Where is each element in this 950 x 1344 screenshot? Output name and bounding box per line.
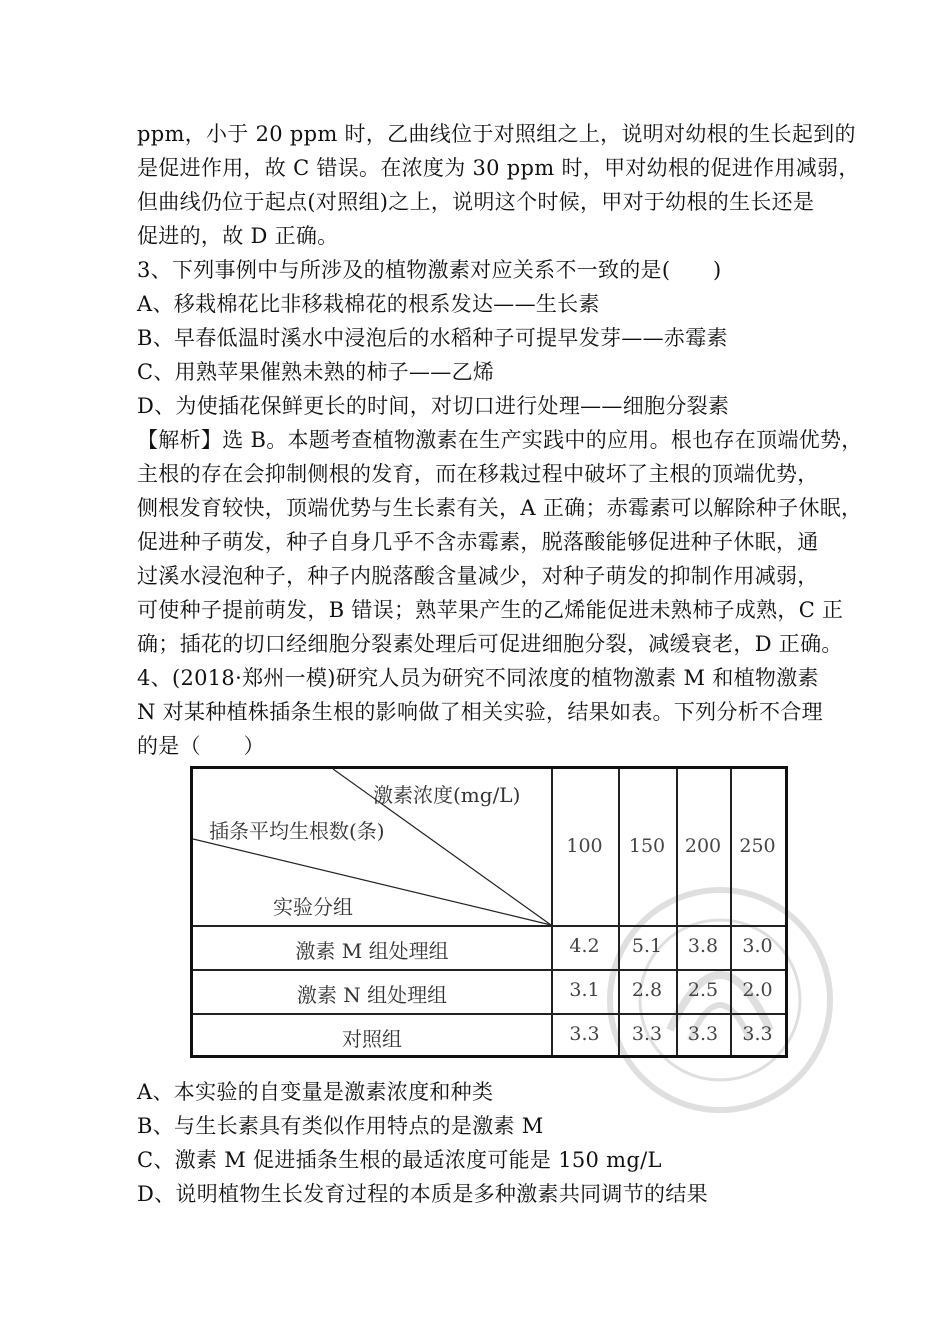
row-label-hormone-m: 激素 M 组处理组 [295, 939, 449, 963]
question-4-stem: 的是（ ） [137, 734, 265, 758]
table-rule [193, 969, 785, 971]
analysis-line: 确；插花的切口经细胞分裂素处理后可促进细胞分裂，减缓衰老，D 正确。 [137, 632, 843, 656]
header-average-roots: 插条平均生根数(条) [209, 819, 385, 843]
column-header: 200 [684, 835, 722, 857]
analysis-line: 过溪水浸泡种子，种子内脱落酸含量减少，对种子萌发的抑制作用减弱， [137, 564, 819, 588]
table-cell: 2.5 [687, 979, 719, 1001]
question-4-option-b: B、与生长素具有类似作用特点的是激素 M [137, 1114, 544, 1138]
question-4-option-d: D、说明植物生长发育过程的本质是多种激素共同调节的结果 [137, 1182, 708, 1206]
header-concentration: 激素浓度(mg/L) [373, 783, 521, 807]
question-4-stem: 4、(2018·郑州一模)研究人员为研究不同浓度的植物激素 M 和植物激素 [137, 666, 819, 690]
table-cell: 3.3 [569, 1023, 600, 1045]
table-rule [193, 1013, 785, 1015]
question-4-stem: N 对某种植株插条生根的影响做了相关实验，结果如表。下列分析不合理 [137, 700, 823, 724]
table-cell: 3.3 [631, 1023, 663, 1045]
question-3-option-b: B、早春低温时溪水中浸泡后的水稻种子可提早发芽——赤霉素 [137, 326, 728, 350]
table-rule [618, 769, 620, 1055]
table-cell: 5.1 [631, 935, 663, 957]
analysis-line: 主根的存在会抑制侧根的发育，而在移栽过程中破坏了主根的顶端优势， [137, 462, 819, 486]
analysis-line: 促进种子萌发，种子自身几乎不含赤霉素，脱落酸能够促进种子休眠，通 [137, 530, 819, 554]
question-3-option-c: C、用熟苹果催熟未熟的柿子——乙烯 [137, 360, 495, 384]
analysis-line: 侧根发育较快，顶端优势与生长素有关，A 正确；赤霉素可以解除种子休眠， [137, 496, 863, 520]
row-label-control: 对照组 [342, 1027, 402, 1051]
table-cell: 3.1 [569, 979, 600, 1001]
text-line: 是促进作用，故 C 错误。在浓度为 30 ppm 时，甲对幼根的促进作用减弱， [137, 156, 860, 180]
text-line: ppm，小于 20 ppm 时，乙曲线位于对照组之上，说明对幼根的生长起到的 [137, 122, 856, 146]
table-cell: 3.3 [742, 1023, 773, 1045]
table-rule [676, 769, 678, 1055]
table-cell: 3.3 [687, 1023, 719, 1045]
question-3-option-d: D、为使插花保鲜更长的时间，对切口进行处理——细胞分裂素 [137, 394, 730, 418]
analysis-line: 可使种子提前萌发，B 错误；熟苹果产生的乙烯能促进未熟柿子成熟，C 正 [137, 598, 844, 622]
table-cell: 2.8 [631, 979, 663, 1001]
column-header: 150 [628, 835, 666, 857]
table-rule [730, 769, 732, 1055]
question-4-option-a: A、本实验的自变量是激素浓度和种类 [137, 1080, 494, 1104]
text-line: 促进的，故 D 正确。 [137, 224, 339, 248]
analysis-line: 【解析】选 B。本题考查植物激素在生产实践中的应用。根也存在顶端优势， [137, 428, 863, 452]
question-3-option-a: A、移栽棉花比非移栽棉花的根系发达——生长素 [137, 292, 600, 316]
question-4-option-c: C、激素 M 促进插条生根的最适浓度可能是 150 mg/L [137, 1148, 662, 1172]
row-label-hormone-n: 激素 N 组处理组 [296, 983, 448, 1007]
column-header: 100 [566, 835, 603, 857]
column-header: 250 [739, 835, 776, 857]
text-line: 但曲线仍位于起点(对照组)之上，说明这个时候，甲对于幼根的生长还是 [137, 190, 815, 214]
question-3-stem: 3、下列事例中与所涉及的植物激素对应关系不一致的是( ) [137, 258, 722, 282]
table-cell: 4.2 [569, 935, 600, 957]
table-cell: 2.0 [742, 979, 773, 1001]
table-cell: 3.8 [687, 935, 719, 957]
results-table [190, 766, 788, 1058]
header-group: 实验分组 [273, 895, 353, 919]
table-cell: 3.0 [742, 935, 773, 957]
